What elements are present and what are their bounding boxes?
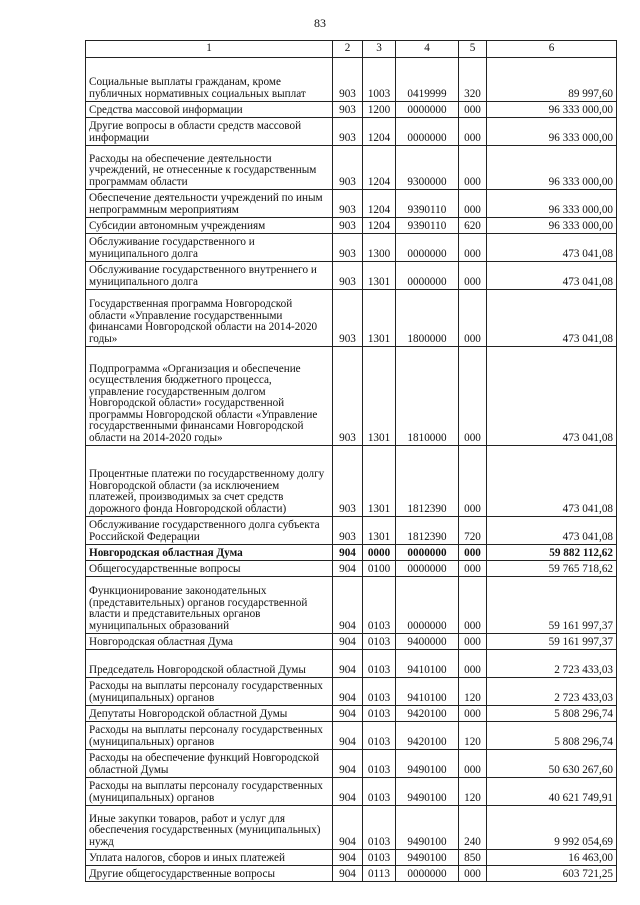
row-name-cell: Расходы на обеспечение деятельности учреждений, не отнесенные к государственным программам области bbox=[86, 146, 333, 190]
row-type-cell: 000 bbox=[459, 866, 487, 882]
row-code-cell: 904 bbox=[333, 678, 363, 706]
row-amount-cell: 5 808 296,74 bbox=[487, 706, 617, 722]
row-name-cell: Председатель Новгородской областной Думы bbox=[86, 650, 333, 678]
row-type-cell: 000 bbox=[459, 102, 487, 118]
row-name-cell: Средства массовой информации bbox=[86, 102, 333, 118]
row-code-cell: 904 bbox=[333, 722, 363, 750]
row-section-cell: 1301 bbox=[363, 446, 396, 517]
row-target-cell: 0000000 bbox=[396, 545, 459, 561]
table-row bbox=[86, 446, 617, 517]
row-target-cell: 0000000 bbox=[396, 118, 459, 146]
row-code-cell: 904 bbox=[333, 634, 363, 650]
row-target-cell: 1800000 bbox=[396, 290, 459, 347]
table-row bbox=[86, 58, 617, 102]
row-amount-cell: 96 333 000,00 bbox=[487, 218, 617, 234]
row-code-cell: 904 bbox=[333, 545, 363, 561]
row-amount-cell: 5 808 296,74 bbox=[487, 722, 617, 750]
row-section-cell: 0113 bbox=[363, 866, 396, 882]
row-type-cell: 000 bbox=[459, 347, 487, 446]
row-code-cell: 903 bbox=[333, 102, 363, 118]
row-type-cell: 000 bbox=[459, 290, 487, 347]
row-name-cell: Обеспечение деятельности учреждений по иным непрограммным мероприятиям bbox=[86, 190, 333, 218]
row-section-cell: 1204 bbox=[363, 146, 396, 190]
row-target-cell: 0000000 bbox=[396, 234, 459, 262]
row-name-cell: Расходы на выплаты персоналу государственных (муниципальных) органов bbox=[86, 722, 333, 750]
row-amount-cell: 473 041,08 bbox=[487, 517, 617, 545]
row-target-cell: 9390110 bbox=[396, 190, 459, 218]
row-code-cell: 903 bbox=[333, 517, 363, 545]
row-type-cell: 850 bbox=[459, 850, 487, 866]
row-type-cell: 320 bbox=[459, 58, 487, 102]
table-row bbox=[86, 545, 617, 561]
row-name-cell: Государственная программа Новгородской области «Управление государственными финансами Новгородской области на 2014-2020 годы» bbox=[86, 290, 333, 347]
row-target-cell: 0000000 bbox=[396, 262, 459, 290]
row-target-cell: 9410100 bbox=[396, 678, 459, 706]
row-amount-cell: 96 333 000,00 bbox=[487, 102, 617, 118]
table-row bbox=[86, 850, 617, 866]
row-type-cell: 000 bbox=[459, 634, 487, 650]
row-section-cell: 0100 bbox=[363, 561, 396, 577]
row-type-cell: 000 bbox=[459, 446, 487, 517]
row-section-cell: 0103 bbox=[363, 806, 396, 850]
table-row bbox=[86, 750, 617, 778]
row-section-cell: 1301 bbox=[363, 290, 396, 347]
row-target-cell: 1812390 bbox=[396, 446, 459, 517]
table-row bbox=[86, 706, 617, 722]
row-name-cell: Другие вопросы в области средств массовой информации bbox=[86, 118, 333, 146]
row-section-cell: 0103 bbox=[363, 850, 396, 866]
row-amount-cell: 473 041,08 bbox=[487, 262, 617, 290]
row-type-cell: 000 bbox=[459, 577, 487, 634]
row-code-cell: 903 bbox=[333, 146, 363, 190]
row-amount-cell: 96 333 000,00 bbox=[487, 146, 617, 190]
row-section-cell: 0103 bbox=[363, 678, 396, 706]
row-code-cell: 903 bbox=[333, 262, 363, 290]
row-name-cell: Обслуживание государственного и муниципального долга bbox=[86, 234, 333, 262]
row-target-cell: 0000000 bbox=[396, 866, 459, 882]
row-amount-cell: 9 992 054,69 bbox=[487, 806, 617, 850]
table-row bbox=[86, 806, 617, 850]
row-name-cell: Депутаты Новгородской областной Думы bbox=[86, 706, 333, 722]
row-amount-cell: 473 041,08 bbox=[487, 234, 617, 262]
row-code-cell: 903 bbox=[333, 58, 363, 102]
table-row bbox=[86, 218, 617, 234]
table-row bbox=[86, 778, 617, 806]
table-row bbox=[86, 102, 617, 118]
row-target-cell: 9490100 bbox=[396, 778, 459, 806]
table-row bbox=[86, 577, 617, 634]
row-amount-cell: 59 161 997,37 bbox=[487, 577, 617, 634]
row-name-cell: Обслуживание государственного долга субъекта Российской Федерации bbox=[86, 517, 333, 545]
table-row bbox=[86, 722, 617, 750]
row-code-cell: 904 bbox=[333, 866, 363, 882]
row-amount-cell: 473 041,08 bbox=[487, 446, 617, 517]
row-section-cell: 0103 bbox=[363, 722, 396, 750]
row-section-cell: 1200 bbox=[363, 102, 396, 118]
table-row bbox=[86, 190, 617, 218]
table-row bbox=[86, 290, 617, 347]
row-code-cell: 903 bbox=[333, 290, 363, 347]
row-target-cell: 9300000 bbox=[396, 146, 459, 190]
row-amount-cell: 2 723 433,03 bbox=[487, 650, 617, 678]
row-amount-cell: 2 723 433,03 bbox=[487, 678, 617, 706]
row-type-cell: 000 bbox=[459, 146, 487, 190]
row-name-cell: Иные закупки товаров, работ и услуг для обеспечения государственных (муниципальных) нужд bbox=[86, 806, 333, 850]
row-type-cell: 120 bbox=[459, 678, 487, 706]
row-name-cell: Субсидии автономным учреждениям bbox=[86, 218, 333, 234]
row-amount-cell: 50 630 267,60 bbox=[487, 750, 617, 778]
row-name-cell: Социальные выплаты гражданам, кроме публичных нормативных социальных выплат bbox=[86, 58, 333, 102]
column-header: 3 bbox=[363, 41, 396, 58]
row-amount-cell: 59 765 718,62 bbox=[487, 561, 617, 577]
row-type-cell: 000 bbox=[459, 545, 487, 561]
row-amount-cell: 59 882 112,62 bbox=[487, 545, 617, 561]
row-type-cell: 000 bbox=[459, 234, 487, 262]
table-row bbox=[86, 234, 617, 262]
row-type-cell: 000 bbox=[459, 262, 487, 290]
row-name-cell: Общегосударственные вопросы bbox=[86, 561, 333, 577]
row-type-cell: 120 bbox=[459, 722, 487, 750]
row-section-cell: 0103 bbox=[363, 577, 396, 634]
row-type-cell: 000 bbox=[459, 650, 487, 678]
row-code-cell: 904 bbox=[333, 750, 363, 778]
row-type-cell: 620 bbox=[459, 218, 487, 234]
row-name-cell: Новгородская областная Дума bbox=[86, 634, 333, 650]
table-row bbox=[86, 650, 617, 678]
row-target-cell: 0419999 bbox=[396, 58, 459, 102]
row-amount-cell: 473 041,08 bbox=[487, 290, 617, 347]
row-target-cell: 9490100 bbox=[396, 806, 459, 850]
row-type-cell: 720 bbox=[459, 517, 487, 545]
row-type-cell: 000 bbox=[459, 118, 487, 146]
row-target-cell: 0000000 bbox=[396, 577, 459, 634]
row-amount-cell: 473 041,08 bbox=[487, 347, 617, 446]
row-code-cell: 904 bbox=[333, 850, 363, 866]
row-section-cell: 1003 bbox=[363, 58, 396, 102]
row-target-cell: 9490100 bbox=[396, 750, 459, 778]
row-section-cell: 0103 bbox=[363, 650, 396, 678]
row-section-cell: 1301 bbox=[363, 517, 396, 545]
row-code-cell: 904 bbox=[333, 706, 363, 722]
table-header-row bbox=[86, 41, 617, 58]
row-section-cell: 0103 bbox=[363, 778, 396, 806]
row-code-cell: 903 bbox=[333, 218, 363, 234]
row-type-cell: 240 bbox=[459, 806, 487, 850]
table-row bbox=[86, 262, 617, 290]
row-amount-cell: 40 621 749,91 bbox=[487, 778, 617, 806]
row-type-cell: 000 bbox=[459, 706, 487, 722]
row-target-cell: 0000000 bbox=[396, 102, 459, 118]
row-name-cell: Процентные платежи по государственному долгу Новгородской области (за исключением платежей, производимых за счет средств дорожного фонда Новгородской области) bbox=[86, 446, 333, 517]
row-name-cell: Другие общегосударственные вопросы bbox=[86, 866, 333, 882]
row-target-cell: 9420100 bbox=[396, 706, 459, 722]
row-name-cell: Обслуживание государственного внутреннего и муниципального долга bbox=[86, 262, 333, 290]
row-amount-cell: 59 161 997,37 bbox=[487, 634, 617, 650]
row-type-cell: 120 bbox=[459, 778, 487, 806]
row-amount-cell: 96 333 000,00 bbox=[487, 190, 617, 218]
row-code-cell: 904 bbox=[333, 778, 363, 806]
table-row bbox=[86, 347, 617, 446]
row-section-cell: 1301 bbox=[363, 262, 396, 290]
row-name-cell: Расходы на выплаты персоналу государственных (муниципальных) органов bbox=[86, 678, 333, 706]
row-code-cell: 903 bbox=[333, 234, 363, 262]
column-header: 1 bbox=[86, 41, 333, 58]
row-type-cell: 000 bbox=[459, 750, 487, 778]
row-code-cell: 903 bbox=[333, 446, 363, 517]
row-section-cell: 0103 bbox=[363, 706, 396, 722]
row-section-cell: 0000 bbox=[363, 545, 396, 561]
row-code-cell: 903 bbox=[333, 190, 363, 218]
row-amount-cell: 16 463,00 bbox=[487, 850, 617, 866]
row-code-cell: 904 bbox=[333, 577, 363, 634]
row-section-cell: 1204 bbox=[363, 118, 396, 146]
row-name-cell: Расходы на выплаты персоналу государственных (муниципальных) органов bbox=[86, 778, 333, 806]
row-name-cell: Новгородская областная Дума bbox=[86, 545, 333, 561]
table-row bbox=[86, 634, 617, 650]
table-row bbox=[86, 517, 617, 545]
column-header: 6 bbox=[487, 41, 617, 58]
row-amount-cell: 89 997,60 bbox=[487, 58, 617, 102]
row-target-cell: 0000000 bbox=[396, 561, 459, 577]
row-name-cell: Расходы на обеспечение функций Новгородской областной Думы bbox=[86, 750, 333, 778]
row-type-cell: 000 bbox=[459, 190, 487, 218]
row-section-cell: 0103 bbox=[363, 634, 396, 650]
row-type-cell: 000 bbox=[459, 561, 487, 577]
row-code-cell: 904 bbox=[333, 650, 363, 678]
table-row bbox=[86, 118, 617, 146]
row-code-cell: 904 bbox=[333, 806, 363, 850]
budget-table bbox=[85, 40, 617, 882]
row-target-cell: 9490100 bbox=[396, 850, 459, 866]
row-section-cell: 1204 bbox=[363, 218, 396, 234]
row-section-cell: 1301 bbox=[363, 347, 396, 446]
row-target-cell: 1810000 bbox=[396, 347, 459, 446]
page-number: 83 bbox=[314, 16, 326, 30]
row-name-cell: Уплата налогов, сборов и иных платежей bbox=[86, 850, 333, 866]
row-amount-cell: 96 333 000,00 bbox=[487, 118, 617, 146]
row-section-cell: 1204 bbox=[363, 190, 396, 218]
table-row bbox=[86, 866, 617, 882]
row-target-cell: 1812390 bbox=[396, 517, 459, 545]
row-target-cell: 9420100 bbox=[396, 722, 459, 750]
row-name-cell: Функционирование законодательных (представительных) органов государственной власти и представительных органов муниципальных образований bbox=[86, 577, 333, 634]
row-name-cell: Подпрограмма «Организация и обеспечение осуществления бюджетного процесса, управление государственным долгом Новгородской области» государственной программы Новгородской области «Управление государственными финансами Новгородской области на 2014-2020 годы» bbox=[86, 347, 333, 446]
row-code-cell: 903 bbox=[333, 118, 363, 146]
table-row bbox=[86, 561, 617, 577]
row-target-cell: 9410100 bbox=[396, 650, 459, 678]
row-amount-cell: 603 721,25 bbox=[487, 866, 617, 882]
row-section-cell: 1300 bbox=[363, 234, 396, 262]
row-code-cell: 904 bbox=[333, 561, 363, 577]
column-header: 2 bbox=[333, 41, 363, 58]
row-section-cell: 0103 bbox=[363, 750, 396, 778]
row-target-cell: 9400000 bbox=[396, 634, 459, 650]
table-row bbox=[86, 146, 617, 190]
row-code-cell: 903 bbox=[333, 347, 363, 446]
row-target-cell: 9390110 bbox=[396, 218, 459, 234]
table-row bbox=[86, 678, 617, 706]
column-header: 4 bbox=[396, 41, 459, 58]
column-header: 5 bbox=[459, 41, 487, 58]
